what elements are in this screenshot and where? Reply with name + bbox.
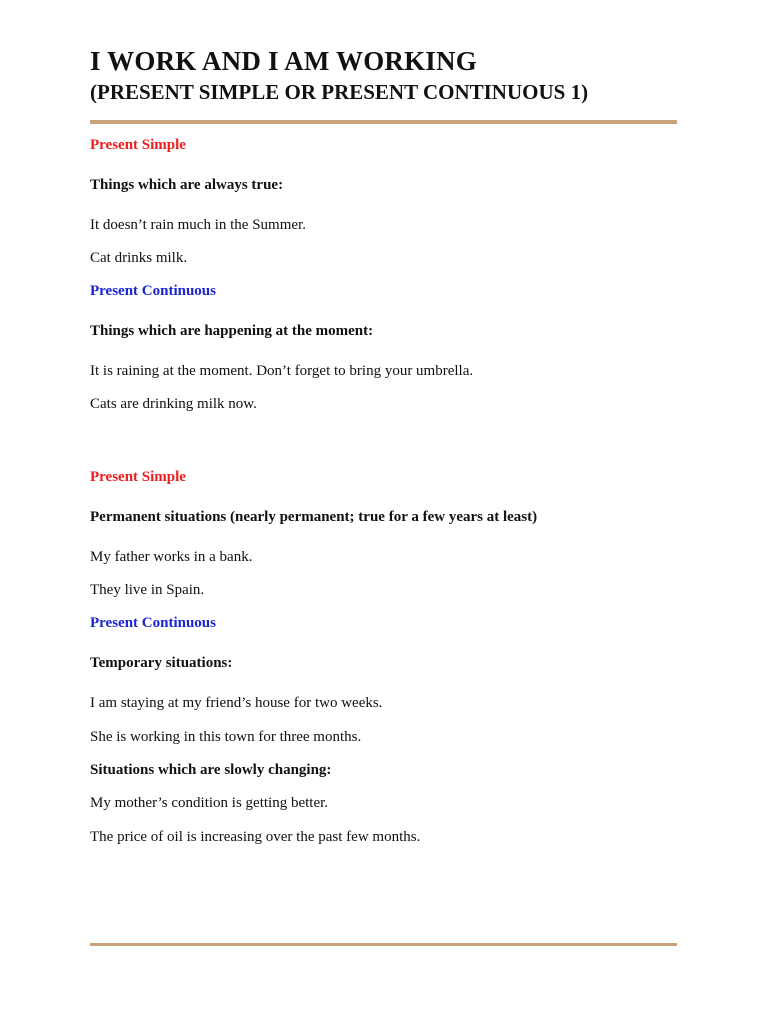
example-sentence: My mother’s condition is getting better. [90, 795, 329, 811]
page-title: I WORK AND I AM WORKING [90, 46, 477, 76]
section-subheading: Temporary situations: [90, 655, 233, 671]
section-heading-present-continuous: Present Continuous [90, 615, 216, 631]
section-heading-present-continuous: Present Continuous [90, 283, 216, 299]
section-subheading: Things which are happening at the moment: [90, 323, 374, 339]
example-sentence: Cats are drinking milk now. [90, 396, 257, 412]
section-subheading: Things which are always true: [90, 177, 284, 193]
section-subheading: Permanent situations (nearly permanent; true for a few years at least) [90, 509, 538, 525]
example-sentence: My father works in a bank. [90, 549, 253, 565]
bottom-divider [90, 943, 677, 946]
example-sentence: She is working in this town for three months. [90, 729, 362, 745]
page-subtitle: (PRESENT SIMPLE OR PRESENT CONTINUOUS 1) [90, 80, 589, 104]
example-sentence: I am staying at my friend’s house for two weeks. [90, 695, 383, 711]
example-sentence: Cat drinks milk. [90, 250, 188, 266]
example-sentence: The price of oil is increasing over the past few months. [90, 829, 421, 845]
example-sentence: It doesn’t rain much in the Summer. [90, 217, 306, 233]
section-heading-present-simple: Present Simple [90, 137, 186, 153]
example-sentence: They live in Spain. [90, 582, 205, 598]
section-subheading: Situations which are slowly changing: [90, 762, 332, 778]
example-sentence: It is raining at the moment. Don’t forget to bring your umbrella. [90, 363, 474, 379]
section-heading-present-simple: Present Simple [90, 469, 186, 485]
top-divider [90, 120, 677, 124]
